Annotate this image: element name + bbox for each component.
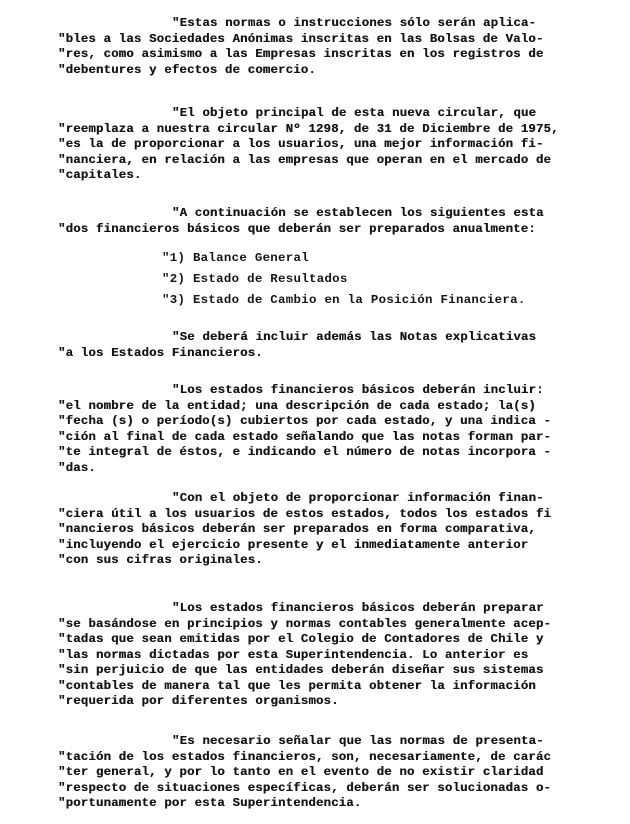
paragraph-contents [58,383,610,476]
text-line: "A continuación se establecen los siguientes esta [172,206,544,220]
text-line: "das. [58,460,96,475]
text-line: "Los estados financieros básicos deberán incluir: [172,383,544,397]
text-line: "es la de proporcionar a los usuarios, una mejor información fi- [58,137,544,151]
text-line: "contables de manera tal que les permita obtener la información [58,678,536,693]
text-line: "Es necesario señalar que las normas de presenta- [172,734,544,748]
text-line: "tación de los estados financieros, son, necesariamente, de carác [58,749,552,764]
paragraph-comparative [58,491,610,569]
text-line: "Los estados financieros básicos deberán preparar [172,601,544,615]
list-item-results: "2) Estado de Resultados [162,272,348,286]
text-line: "ciera útil a los usuarios de estos estados, todos los estados fi [58,506,552,521]
text-line: "reemplaza a nuestra circular Nº 1298, de 31 de Diciembre de 1975, [58,121,559,136]
text-line: "las normas dictadas por esta Superintendencia. Lo anterior es [58,647,529,662]
text-line: "El objeto principal de esta nueva circular, que [172,106,537,120]
text-line: "a los Estados Financieros. [58,345,263,360]
paragraph-principles [58,601,610,710]
text-line: "nanciera, en relación a las empresas que operan en el mercado de [58,152,552,167]
text-line: "respecto de situaciones específicas, deberán ser solucionadas o- [58,780,552,795]
paragraph-notes [58,330,610,361]
text-line: "requerida por diferentes organismos. [58,694,339,708]
text-line: "Estas normas o instrucciones sólo serán aplica- [172,16,537,30]
text-line: "sin perjuicio de que las entidades deberán diseñar sus sistemas [58,663,544,677]
text-line: "tadas que sean emitidas por el Colegio de Contadores de Chile y [58,632,544,646]
paragraph-scope [58,16,610,78]
text-line: "bles a las Sociedades Anónimas inscritas en las Bolsas de Valo- [58,31,544,46]
text-line: "Se deberá incluir además las Notas explicativas [172,330,537,344]
text-line: "con sus cifras originales. [58,553,263,567]
paragraph-objective [58,106,610,184]
text-line: "incluyendo el ejercicio presente y el inmediatamente anterior [58,537,529,552]
text-line: "ción al final de cada estado señalando que las notas forman par- [58,429,552,444]
paragraph-statements-intro [58,206,610,237]
text-line: "se basándose en principios y normas contables generalmente acep- [58,616,552,631]
text-line: "fecha (s) o período(s) cubiertos por cada estado, y una indica - [58,414,552,428]
text-line: "dos financieros básicos que deberán ser preparados anualmente: [58,221,536,236]
paragraph-general-norms [58,734,610,812]
text-line: "res, como asimismo a las Empresas inscritas en los registros de [58,47,544,61]
text-line: "Con el objeto de proporcionar información finan- [172,491,544,505]
list-item-cash-flow: "3) Estado de Cambio en la Posición Financiera. [162,293,526,307]
list-item-balance: "1) Balance General [162,251,309,265]
text-line: "debentures y efectos de comercio. [58,62,316,77]
text-line: "ter general, y por lo tanto en el evento de no existir claridad [58,765,544,779]
text-line: "te integral de éstos, e indicando el número de notas incorpora - [58,445,552,459]
text-line: "nancieros básicos deberán ser preparados en forma comparativa, [58,522,536,536]
text-line: "el nombre de la entidad; una descripción de cada estado; la(s) [58,398,536,413]
text-line: "portunamente por esta Superintendencia. [58,796,362,810]
text-line: "capitales. [58,168,142,182]
